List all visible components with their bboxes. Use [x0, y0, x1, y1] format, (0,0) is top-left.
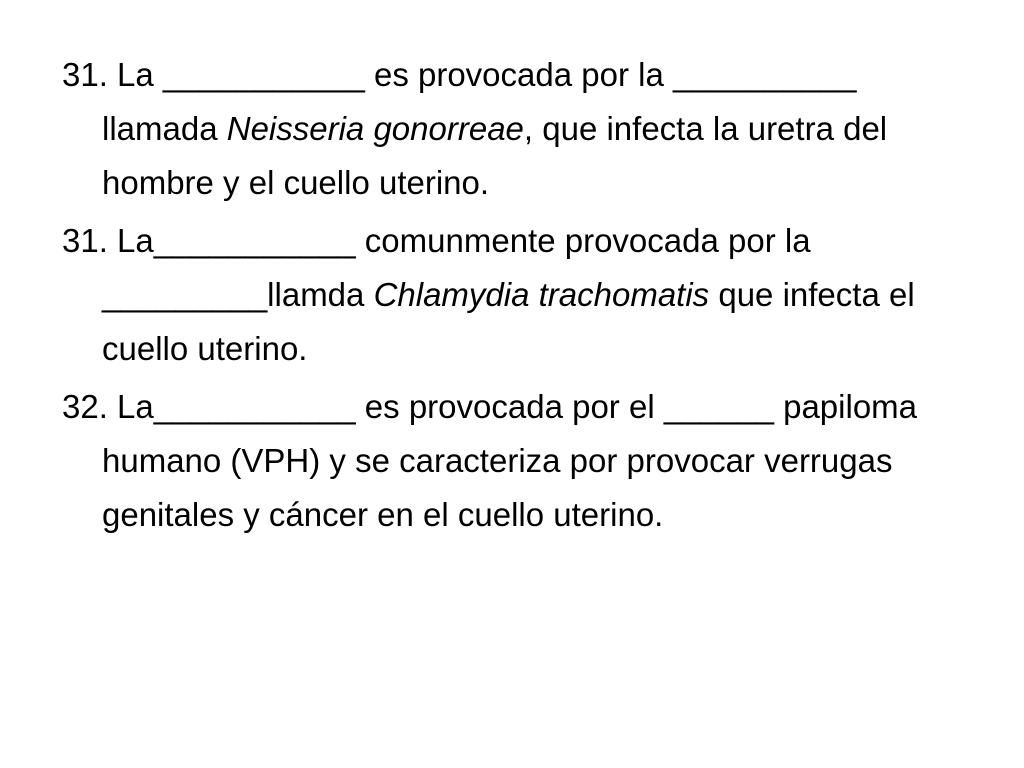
question-list [62, 48, 972, 546]
question-item-3 [62, 380, 972, 542]
question-number: 32. [62, 388, 108, 425]
species-name: Chlamydia trachomatis [373, 276, 710, 313]
question-text: , que infecta la uretra del hombre y el cuello uterino. [102, 110, 888, 201]
question-text: La ___________ es provocada por la __________ llamada [102, 56, 857, 147]
question-number: 31. [62, 56, 108, 93]
question-number: 31. [62, 222, 108, 259]
question-text: que infecta el cuello uterino. [102, 276, 915, 367]
species-name: Neisseria gonorreae [226, 110, 524, 147]
question-text: La___________ comunmente provocada por la _________llamda [102, 222, 811, 313]
question-item-2 [62, 214, 972, 376]
question-item-1 [62, 48, 972, 210]
question-text: La___________ es provocada por el ______ papiloma humano (VPH) y se caracteriza por provocar verrugas genitales y cáncer en el cuello uterino. [102, 388, 918, 533]
